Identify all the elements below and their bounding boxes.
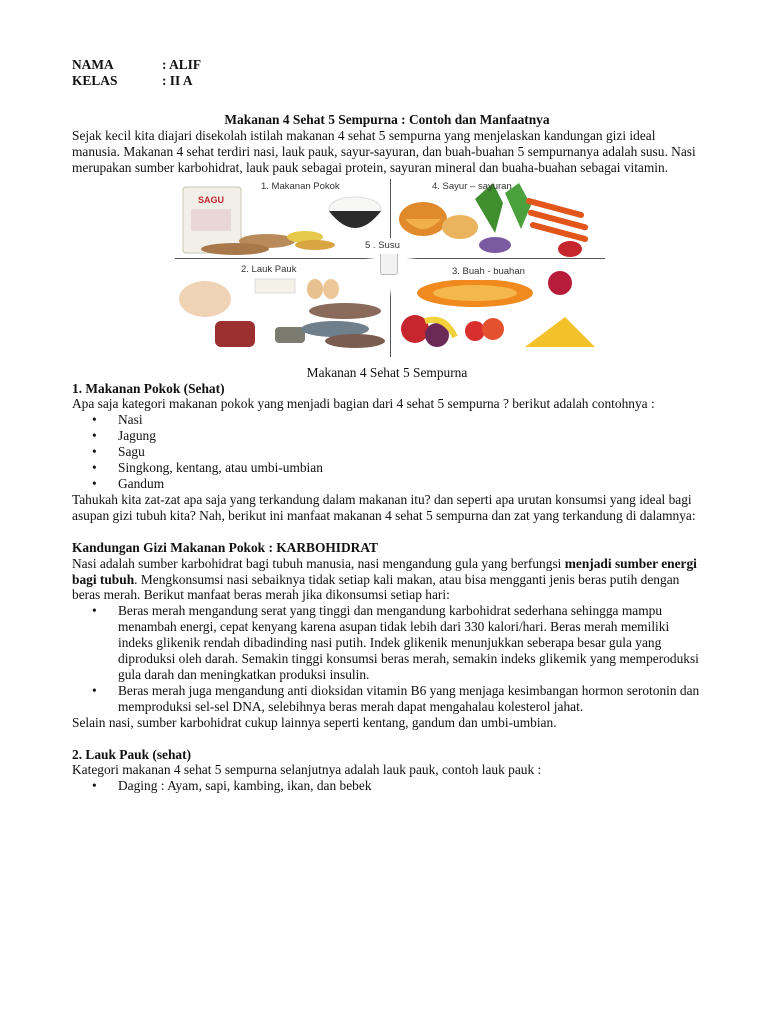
class-row bbox=[72, 73, 702, 89]
side-dish-illustration bbox=[179, 279, 385, 348]
list-item: • Singkong, kentang, atau umbi-umbian bbox=[118, 460, 702, 476]
carbohydrate-text-start: Nasi adalah sumber karbohidrat bagi tubuh manusia, nasi mengandung gula yang berfungsi bbox=[72, 555, 565, 571]
section2-heading: 2. Lauk Pauk (sehat) bbox=[72, 746, 192, 762]
name-label: NAMA bbox=[72, 57, 114, 72]
list-item: • Daging : Ayam, sapi, kambing, ikan, dan bebek bbox=[118, 778, 702, 794]
name-value: : ALIF bbox=[162, 57, 202, 72]
section1-followup: Tahukah kita zat-zat apa saja yang terkandung dalam makanan itu? dan seperti apa urutan konsumsi yang ideal bagi asupan gizi tubuh kita? Nah, berikut ini manfaat makanan 4 sehat 5 sempurna dan zat yang terkandung di dalamnya: bbox=[72, 491, 696, 523]
food-figure bbox=[175, 179, 605, 357]
sack-label: SAGU bbox=[197, 194, 225, 205]
milk-glass-icon bbox=[380, 251, 398, 275]
intro-paragraph: Sejak kecil kita diajari disekolah istilah makanan 4 sehat 5 sempurna yang menjelaskan kandungan gizi ideal manusia. Makanan 4 sehat terdiri nasi, lauk pauk, sayur-sayuran, dan buah-buahan 5 sempurnanya adalah susu. Nasi merupakan sumber karbohidrat, lauk pauk sebagai protein, sayuran mineral dan buaha-buahan sebagai vitamin. bbox=[72, 127, 696, 175]
staple-food-illustration bbox=[183, 187, 381, 255]
label-milk: 5 . Susu bbox=[365, 238, 400, 254]
carbohydrate-text-end: . Mengkonsumsi nasi sebaiknya tidak setiap kali makan, atau bisa mengganti jenis beras putih dengan beras merah. Berikut manfaat beras merah jika dikonsumsi setiap hari: bbox=[72, 571, 680, 603]
carbohydrate-paragraph bbox=[72, 556, 702, 604]
document-title: Makanan 4 Sehat 5 Sempurna : Contoh dan Manfaatnya bbox=[224, 112, 550, 127]
class-label: KELAS bbox=[72, 73, 118, 88]
fruits-illustration bbox=[401, 271, 595, 347]
list-item: • Gandum bbox=[118, 476, 702, 492]
list-item: • Nasi bbox=[118, 412, 702, 428]
label-vegetables: 4. Sayur – sayuran bbox=[432, 180, 512, 192]
figure-caption: Makanan 4 Sehat 5 Sempurna bbox=[306, 364, 468, 380]
list-item: • Beras merah mengandung serat yang tinggi dan mengandung karbohidrat sederhana sehingga mampu menambah energi, cepat kenyang karena asupan tidak lebih dari 330 kalori/hari. Beras merah memiliki indeks glikenik rendah dibadinding nasi putih. Indek glikenik menunjukkan seberapa besar gula yang diproduksi oleh darah. Semakin tinggi konsumsi beras merah, semakin indeks glikemik yang memperoduksi gula darah dan meningkatkan produksi insulin. bbox=[118, 603, 702, 683]
label-staple-food: 1. Makanan Pokok bbox=[261, 180, 340, 192]
section2-intro: Kategori makanan 4 sehat 5 sempurna selanjutnya adalah lauk pauk, contoh lauk pauk : bbox=[72, 762, 542, 778]
list-item: • Beras merah juga mengandung anti dioksidan vitamin B6 yang menjaga kesimbangan hormon serotonin dan memproduksi sel-sel DNA, selebihnya beras merah dapat mengahalau kolesterol jahat. bbox=[118, 683, 702, 715]
document-content bbox=[72, 57, 702, 794]
section1-heading: 1. Makanan Pokok (Sehat) bbox=[72, 380, 225, 396]
carbohydrate-closing: Selain nasi, sumber karbohidrat cukup lainnya seperti kentang, gandum dan umbi-umbian. bbox=[72, 714, 557, 730]
label-fruits: 3. Buah - buahan bbox=[452, 264, 525, 280]
carbohydrate-emphasis: menjadi sumber energi bagi tubuh bbox=[72, 555, 697, 587]
side-dish-list bbox=[72, 778, 702, 794]
class-value: : II A bbox=[162, 73, 193, 88]
brown-rice-benefits-list bbox=[72, 603, 702, 714]
list-item: • Sagu bbox=[118, 444, 702, 460]
label-side-dish: 2. Lauk Pauk bbox=[241, 263, 297, 275]
staple-food-list bbox=[72, 412, 702, 492]
carbohydrate-heading: Kandungan Gizi Makanan Pokok : KARBOHIDRAT bbox=[72, 539, 378, 555]
name-row bbox=[72, 57, 702, 73]
section1-question: Apa saja kategori makanan pokok yang menjadi bagian dari 4 sehat 5 sempurna ? berikut adalah contohnya : bbox=[72, 396, 655, 412]
list-item: • Jagung bbox=[118, 428, 702, 444]
